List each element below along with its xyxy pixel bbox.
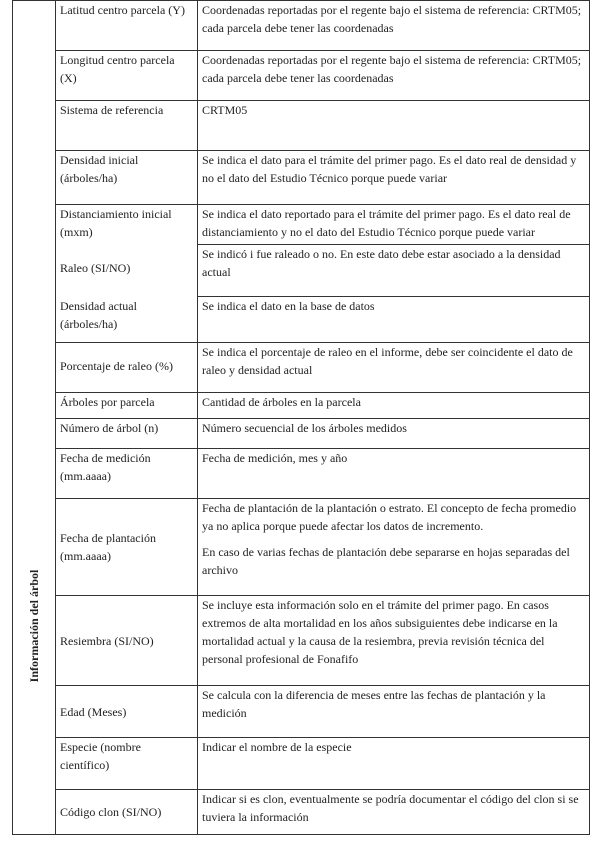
- field-description: Número secuencial de los árboles medidos: [198, 419, 590, 449]
- field-description: Cantidad de árboles en la parcela: [198, 393, 590, 419]
- field-description: Indicar el nombre de la especie: [198, 738, 590, 790]
- field-name: Resiembra (SI/NO): [56, 596, 198, 686]
- field-description: Se indica el porcentaje de raleo en el informe, debe ser coincidente el dato de raleo y densidad actual: [198, 343, 590, 393]
- table-row: [13, 245, 590, 297]
- field-name: Porcentaje de raleo (%): [56, 343, 198, 393]
- field-description: Coordenadas reportadas por el regente bajo el sistema de referencia: CRTM05; cada parcela debe tener las coordenadas: [198, 51, 590, 101]
- table-row: [13, 499, 590, 596]
- field-description: Se indica el dato para el trámite del primer pago. Es el dato real de densidad y no el dato del Estudio Técnico porque puede variar: [198, 151, 590, 205]
- field-name: Densidad actual (árboles/ha): [56, 297, 198, 343]
- field-name: Sistema de referencia: [56, 101, 198, 151]
- field-name: Longitud centro parcela (X): [56, 51, 198, 101]
- table-row: [13, 205, 590, 245]
- field-name: Fecha de plantación (mm.aaaa): [56, 499, 198, 596]
- table-row: [13, 393, 590, 419]
- table-row: [13, 51, 590, 101]
- field-description: Se indica el dato reportado para el trámite del primer pago. Es el dato real de distanciamiento y no el dato del Estudio Técnico porque puede variar: [198, 205, 590, 245]
- table-row: [13, 596, 590, 686]
- field-description: Se indica el dato en la base de datos: [198, 297, 590, 343]
- table-row: [13, 151, 590, 205]
- table-row: [13, 297, 590, 343]
- field-name: Fecha de medición (mm.aaaa): [56, 449, 198, 499]
- field-name: Raleo (SI/NO): [56, 245, 198, 297]
- table-row: [13, 419, 590, 449]
- section-cell-tree: [13, 419, 56, 835]
- fields-table: [12, 0, 590, 835]
- field-name: Especie (nombre científico): [56, 738, 198, 790]
- field-description: CRTM05: [198, 101, 590, 151]
- field-description: [198, 499, 590, 596]
- field-description-p1: Fecha de plantación de la plantación o estrato. El concepto de fecha promedio ya no aplica porque puede afectar los datos de incremento.: [202, 501, 577, 533]
- field-name: Distanciamiento inicial (mxm): [56, 205, 198, 245]
- table-row: [13, 101, 590, 151]
- field-name: Código clon (SI/NO): [56, 790, 198, 835]
- table-row: [13, 449, 590, 499]
- field-description-p2: En caso de varias fechas de plantación debe separarse en hojas separadas del archivo: [202, 545, 570, 577]
- table-row: [13, 790, 590, 835]
- field-name: Árboles por parcela: [56, 393, 198, 419]
- field-description: Se incluye esta información solo en el trámite del primer pago. En casos extremos de alta mortalidad en los años subsiguientes debe indicarse en la mortalidad actual y la causa de la resiembra, previa revisión técnica del personal profesional de Fonafifo: [198, 596, 590, 686]
- field-description: Fecha de medición, mes y año: [198, 449, 590, 499]
- section-cell-upper: [13, 1, 56, 419]
- table-row: [13, 686, 590, 738]
- table-row: [13, 343, 590, 393]
- field-name: Densidad inicial (árboles/ha): [56, 151, 198, 205]
- table-row: [13, 1, 590, 51]
- field-name: Edad (Meses): [56, 686, 198, 738]
- field-description: Indicar si es clon, eventualmente se podría documentar el código del clon si se tuviera la información: [198, 790, 590, 835]
- field-name: Número de árbol (n): [56, 419, 198, 449]
- field-description: Coordenadas reportadas por el regente bajo el sistema de referencia: CRTM05; cada parcela debe tener las coordenadas: [198, 1, 590, 51]
- table-row: [13, 738, 590, 790]
- section-title: Información del árbol: [27, 569, 41, 683]
- field-description: Se indicó i fue raleado o no. En este dato debe estar asociado a la densidad actual: [198, 245, 590, 297]
- field-description: Se calcula con la diferencia de meses entre las fechas de plantación y la medición: [198, 686, 590, 738]
- field-name: Latitud centro parcela (Y): [56, 1, 198, 51]
